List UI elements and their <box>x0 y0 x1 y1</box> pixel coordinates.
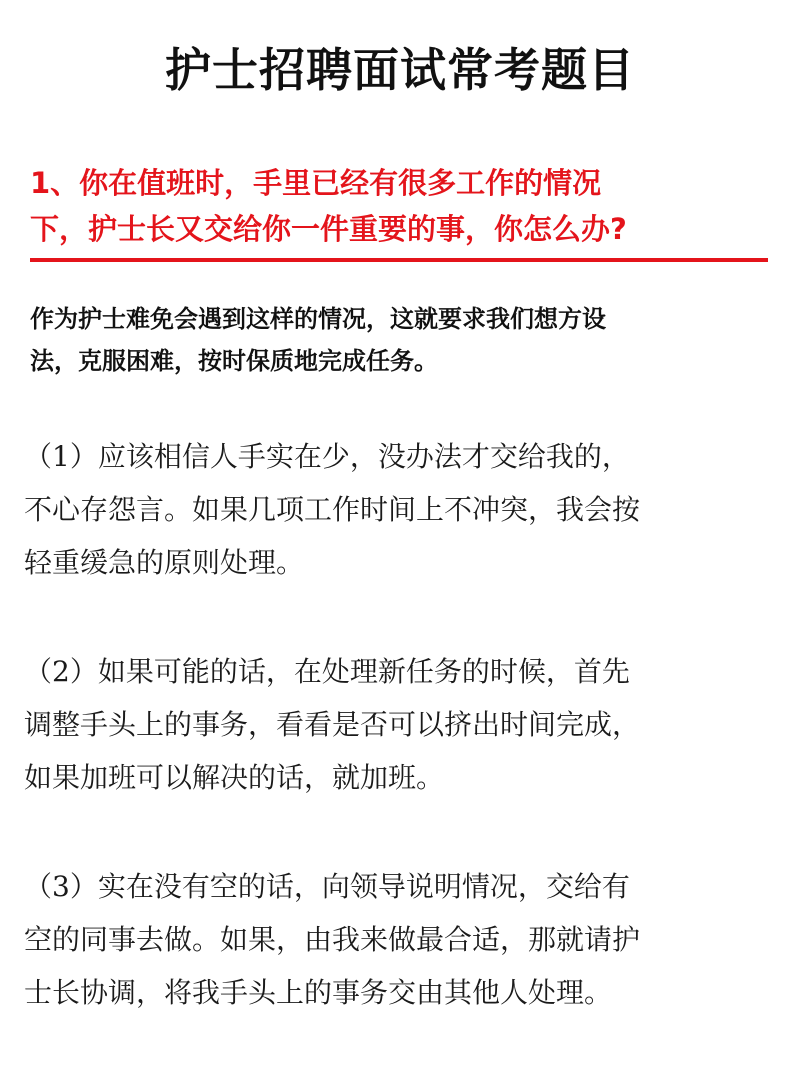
question-line: 1、你在值班时，手里已经有很多工作的情况 <box>30 166 602 200</box>
answer-line: 轻重缓急的原则处理。 <box>24 546 305 579</box>
answer-line: （1）应该相信人手实在少，没办法才交给我的， <box>24 440 630 473</box>
answer-line: （3）实在没有空的话，向领导说明情况，交给有 <box>24 870 630 903</box>
answer-paragraph-2 <box>24 645 774 804</box>
intro-paragraph <box>30 298 770 382</box>
answer-paragraph-1 <box>24 430 774 589</box>
answer-line: 不心存怨言。如果几项工作时间上不冲突，我会按 <box>24 493 641 526</box>
answer-line: 调整手头上的事务，看看是否可以挤出时间完成， <box>24 708 641 741</box>
answer-line: 如果加班可以解决的话，就加班。 <box>24 761 445 794</box>
question-underline-divider <box>30 258 768 262</box>
page-title: 护士招聘面试常考题目 <box>165 43 635 97</box>
question-heading <box>30 160 770 252</box>
answer-line: 士长协调，将我手头上的事务交由其他人处理。 <box>24 976 613 1009</box>
answer-line: 空的同事去做。如果，由我来做最合适，那就请护 <box>24 923 641 956</box>
question-line: 下，护士长又交给你一件重要的事，你怎么办? <box>30 212 627 246</box>
answer-line: （2）如果可能的话，在处理新任务的时候，首先 <box>24 655 630 688</box>
intro-line: 作为护士难免会遇到这样的情况，这就要求我们想方设 <box>30 305 606 333</box>
answer-paragraph-3 <box>24 860 774 1019</box>
intro-line: 法，克服困难，按时保质地完成任务。 <box>30 347 438 375</box>
